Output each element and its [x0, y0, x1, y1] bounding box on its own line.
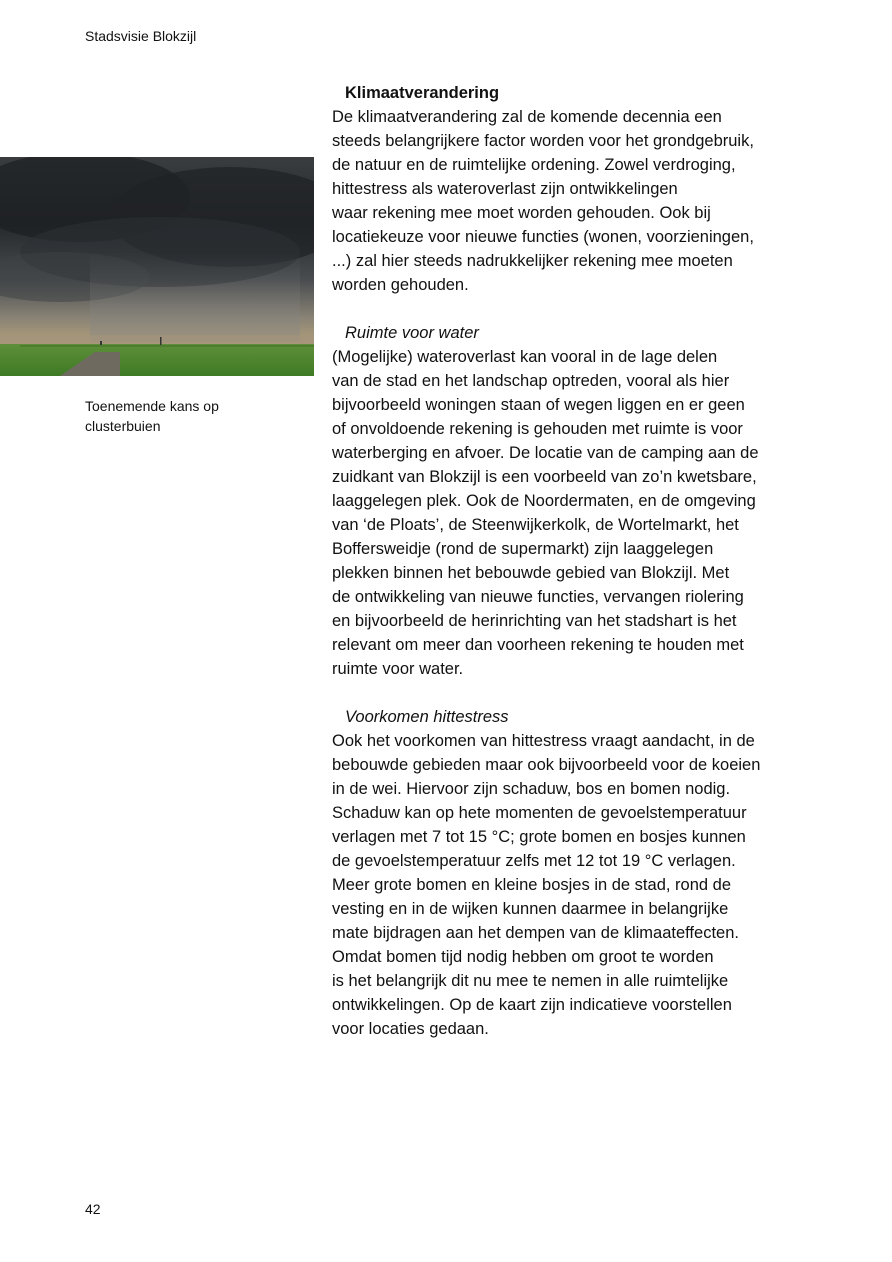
page-number: 42 — [85, 1201, 101, 1217]
figure-caption: Toenemende kans op clusterbuien — [85, 398, 219, 434]
section-text-voorkomen-hittestress: Ook het voorkomen van hittestress vraagt aandacht, in de bebouwde gebieden maar ook bijvoorbeeld voor de koeien in de wei. Hiervoor zijn schaduw, bos en bomen nodig. Schaduw kan op hete momenten de gevoelstemperatuur verlagen met 7 tot 15 °C; grote bomen en bosjes kunnen de gevoelstemperatuur zelfs met 12 tot 19 °C verlagen. Meer grote bomen en kleine bosjes in de stad, rond de vesting en in de wijken kunnen daarmee in belangrijke mate bijdragen aan het dempen van de klimaateffecten. Omdat bomen tijd nodig hebben om groot te worden is het belangrijk dit nu mee te nemen in alle ruimtelijke ontwikkelingen. Op de kaart zijn indicatieve voorstellen voor locaties gedaan. — [332, 732, 761, 1038]
section-text-ruimte-voor-water: (Mogelijke) wateroverlast kan vooral in de lage delen van de stad en het landschap optreden, vooral als hier bijvoorbeeld woningen staan of wegen liggen en er geen of onvoldoende rekening is gehouden met ruimte is voor waterberging en afvoer. De locatie van de camping aan de zuidkant van Blokzijl is een voorbeeld van zo’n kwetsbare, laaggelegen plek. Ook de Noordermaten, en de omgeving van ‘de Ploats’, de Steenwijkerkolk, de Wortelmarkt, het Boffersweidje (rond de supermarkt) zijn laaggelegen plekken binnen het bebouwde gebied van Blokzijl. Met de ontwikkeling van nieuwe functies, vervangen riolering en bijvoorbeeld de herinrichting van het stadshart is het relevant om meer dan voorheen rekening te houden met ruimte voor water. — [332, 348, 759, 678]
article-body — [332, 81, 822, 1041]
section-text-klimaatverandering: De klimaatverandering zal de komende decennia een steeds belangrijkere factor worden voor het grondgebruik, de natuur en de ruimtelijke ordening. Zowel verdroging, hittestress als wateroverlast zijn ontwikkelingen waar rekening mee moet worden gehouden. Ook bij locatiekeuze voor nieuwe functies (wonen, voorzieningen, ...) zal hier steeds nadrukkelijker rekening mee moeten worden gehouden. — [332, 108, 754, 294]
running-header: Stadsvisie Blokzijl — [85, 28, 197, 44]
section-heading-ruimte-voor-water: Ruimte voor water — [345, 324, 479, 342]
section-heading-klimaatverandering: Klimaatverandering — [345, 84, 500, 102]
section-heading-voorkomen-hittestress: Voorkomen hittestress — [345, 708, 509, 726]
storm-cloud-photo — [0, 157, 314, 376]
